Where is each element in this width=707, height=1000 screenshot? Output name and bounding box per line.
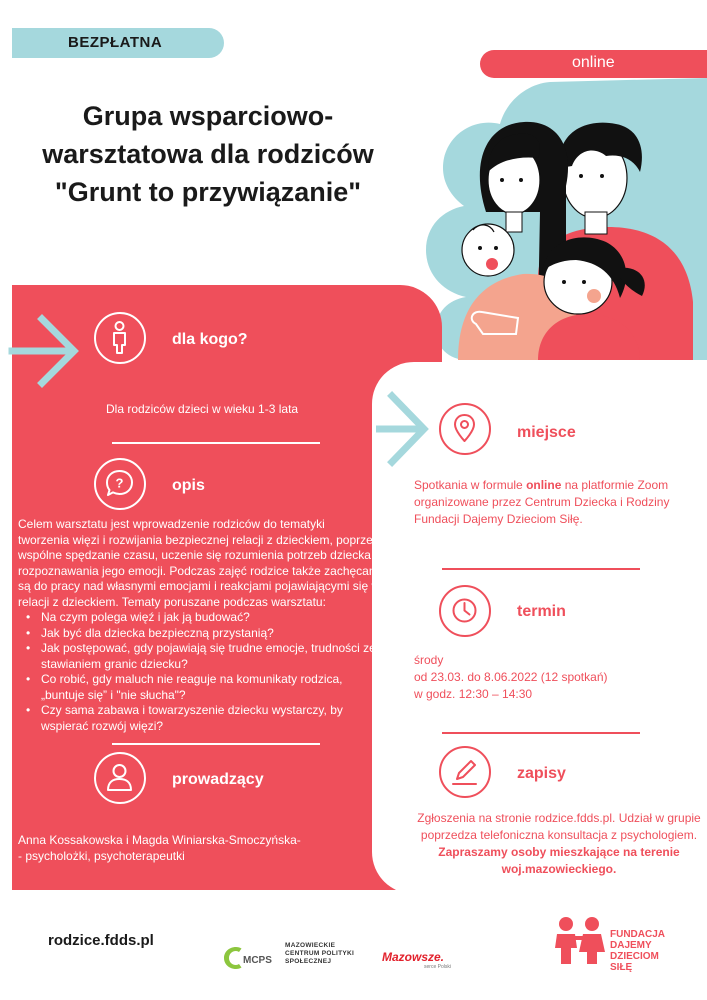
free-badge-label: BEZPŁATNA (68, 34, 163, 51)
miejsce-text-part: na platformie Zoom (561, 478, 669, 492)
miejsce-line: organizowane przez Centrum Dziecka i Rodziny (414, 495, 670, 509)
list-item-text: • Czy sama zabawa i towarzyszenie dziecku wystarczy, by (41, 703, 343, 717)
zapisy-text (414, 810, 704, 878)
location-pin-icon (439, 403, 491, 455)
list-item-text: • Jak być dla dziecka bezpieczną przystanią? (41, 625, 274, 640)
miejsce-text-part: Spotkania w formule (414, 478, 527, 492)
list-item-text: wspierać rozwój więzi? (41, 718, 164, 733)
list-item (26, 626, 418, 642)
clock-icon (439, 585, 491, 637)
dla-kogo-text: Dla rodziców dzieci w wieku 1-3 lata (106, 402, 299, 416)
list-item (26, 672, 418, 703)
divider (112, 442, 320, 444)
dla-kogo-heading: dla kogo? (172, 331, 248, 348)
online-emphasis: online (526, 478, 562, 492)
fdds-name-line: DAJEMY (610, 940, 652, 951)
opis-description (18, 517, 418, 734)
prowadzacy-line: Anna Kossakowska i Magda Winiarska-Smoczyńska- (18, 833, 301, 847)
prowadzacy-heading: prowadzący (172, 771, 264, 788)
termin-text (414, 652, 607, 703)
termin-line: od 23.03. do 8.06.2022 (12 spotkań) (414, 670, 608, 684)
opis-line: tworzenia więzi i rozwijania bezpiecznej relacji z dzieckiem, poprzez (18, 532, 379, 547)
zapisy-line: Zgłoszenia na stronie rodzice.fdds.pl. Udział w grupie (417, 811, 701, 825)
svg-text:?: ? (115, 475, 124, 491)
zapisy-line: poprzedza telefoniczna konsultacja z psychologiem. (420, 828, 698, 842)
opis-line: Celem warsztatu jest wprowadzenie rodziców do tematyki (18, 517, 325, 531)
opis-line: są do pracy nad własnymi emocjami i reakcjami pojawiającymi się w (18, 579, 381, 593)
arrow-right-icon (8, 313, 80, 389)
page-title-line: Grupa wsparciowo- (82, 101, 334, 131)
mcps-name-line: CENTRUM POLITYKI (285, 950, 355, 957)
opis-line: relacji z dzieckiem. Tematy poruszane podczas warsztatu: (18, 594, 326, 609)
person-icon (94, 312, 146, 364)
list-item (26, 703, 418, 734)
miejsce-line: Fundacji Dajemy Dzieciom Siłę. (414, 512, 583, 526)
pencil-icon (439, 746, 491, 798)
page-title-line: "Grunt to przywiązanie" (54, 177, 362, 207)
fdds-name-line: DZIECIOM (610, 951, 659, 962)
fdds-name-line: FUNDACJA (610, 929, 665, 940)
list-item-text: • Co robić, gdy maluch nie reaguje na komunikaty rodzica, (41, 672, 343, 686)
arrow-right-icon (376, 390, 430, 468)
termin-line: środy (414, 653, 444, 667)
miejsce-heading: miejsce (517, 424, 576, 441)
zapisy-invitation: Zapraszamy osoby mieszkające na terenie (438, 845, 680, 859)
list-item (26, 610, 418, 626)
user-icon (94, 752, 146, 804)
list-item-text: „buntuje się” i "nie słucha"? (41, 687, 186, 702)
mcps-name (285, 942, 354, 966)
mazowsze-tagline: serce Polski (424, 964, 451, 970)
fdds-name (610, 929, 665, 973)
fdds-name-line: SIŁĘ (610, 962, 633, 973)
opis-line: wspólne spędzanie czasu, uczenie się rozumienia potrzeb dziecka i (18, 548, 377, 562)
mcps-logo (222, 943, 284, 973)
list-item-text: • Na czym polega więź i jak ją budować? (41, 610, 250, 624)
opis-topics-list (26, 610, 418, 734)
opis-line: rozpoznawania jego emocji. Podczas zajęć rodzice także zachęcani (18, 563, 379, 578)
list-item-text: stawianiem granic dziecku? (41, 656, 188, 671)
prowadzacy-text (18, 832, 301, 864)
free-badge (12, 28, 224, 58)
prowadzacy-line: - psycholożki, psychoterapeutki (18, 849, 185, 863)
divider (442, 732, 640, 734)
opis-heading: opis (172, 477, 205, 494)
miejsce-text (414, 477, 669, 528)
divider (112, 743, 320, 745)
page-title (0, 97, 416, 211)
mcps-name-line: MAZOWIECKIE (285, 942, 336, 949)
zapisy-heading: zapisy (517, 765, 566, 782)
page-title-line: warsztatowa dla rodziców (42, 139, 374, 169)
zapisy-invitation: woj.mazowieckiego. (501, 862, 617, 876)
website-link[interactable]: rodzice.fdds.pl (48, 932, 154, 949)
mcps-short-label: MCPS (243, 955, 272, 966)
online-tab-label: online (572, 54, 615, 71)
mcps-name-line: SPOŁECZNEJ (285, 958, 332, 965)
list-item (26, 641, 418, 672)
divider (442, 568, 640, 570)
list-item-text: • Jak postępować, gdy pojawiają się trudne emocje, trudności ze (41, 641, 376, 655)
termin-heading: termin (517, 603, 566, 620)
mazowsze-logo: Mazowsze. (382, 950, 445, 964)
miejsce-line (414, 477, 669, 494)
question-bubble-icon (94, 458, 146, 510)
termin-line: w godz. 12:30 – 14:30 (414, 687, 533, 701)
fdds-logo-children-icon (551, 914, 609, 966)
